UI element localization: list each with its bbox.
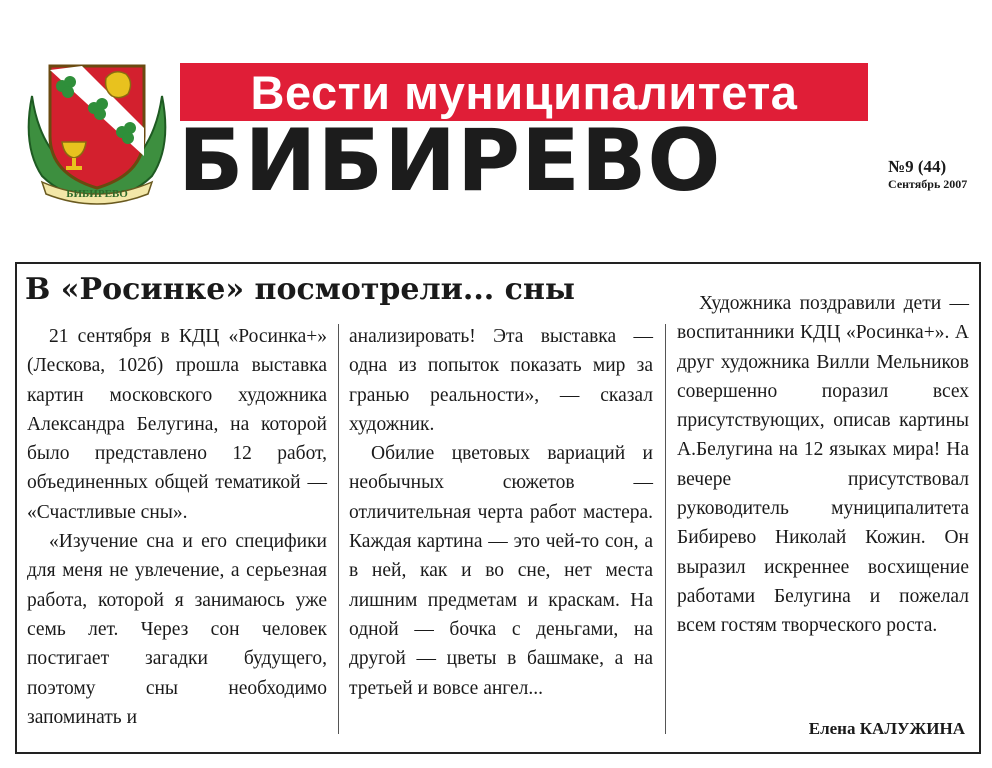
issue-number: №9 (44)	[888, 157, 947, 176]
bibirevo-emblem-logo	[22, 56, 172, 206]
paragraph: Обилие цветовых вариаций и необычных сюжетов — отличительная черта работ мастера. Каждая картина — это чей-то сон, а в ней, как и во сне, нет места лишним предметам и краскам. На одной — бочка с деньгами, на другой — цветы в башмаке, а на третьей и вовсе ангел...	[349, 443, 653, 699]
newspaper-title: БИБИРЕВО	[178, 111, 722, 211]
svg-text:БИБИРЕВО: БИБИРЕВО	[66, 188, 128, 200]
article-headline: В «Росинке» посмотрели... сны	[25, 272, 575, 307]
column-divider	[665, 324, 666, 734]
article-column-2	[349, 322, 653, 703]
article-frame	[15, 262, 981, 754]
article-byline: Елена КАЛУЖИНА	[808, 719, 965, 738]
article-column-1	[27, 322, 327, 732]
paragraph: «Изучение сна и его специфики для меня не увлечение, а серьезная работа, которой я занимаюсь уже семь лет. Через сон человек постигает загадки будущего, поэтому сны необходимо запоминать и	[27, 531, 327, 728]
paragraph: 21 сентября в КДЦ «Росинка+» (Лескова, 102б) прошла выставка картин московского художника Александра Белугина, на которой было представлено 12 работ, объединенных общей тематикой — «Счастливые сны».	[27, 326, 327, 523]
masthead-subtitle: Вести муниципалитета	[250, 65, 798, 119]
article-column-3	[677, 289, 969, 641]
issue-date: Сентябрь 2007	[888, 177, 968, 191]
paragraph: анализировать! Эта выставка — одна из попыток показать мир за гранью реальности», — сказал художник.	[349, 326, 653, 435]
paragraph: Художника поздравили дети — воспитанники КДЦ «Росинка+». А друг художника Вилли Мельников совершенно поразил всех присутствующих, описав картины А.Белугина на 12 языках мира! На вечере присутствовал руководитель муниципалитета Бибирево Николай Кожин. Он выразил искреннее восхищение работами Белугина и пожелал всем гостям творческого роста.	[677, 293, 969, 637]
column-divider	[338, 324, 339, 734]
